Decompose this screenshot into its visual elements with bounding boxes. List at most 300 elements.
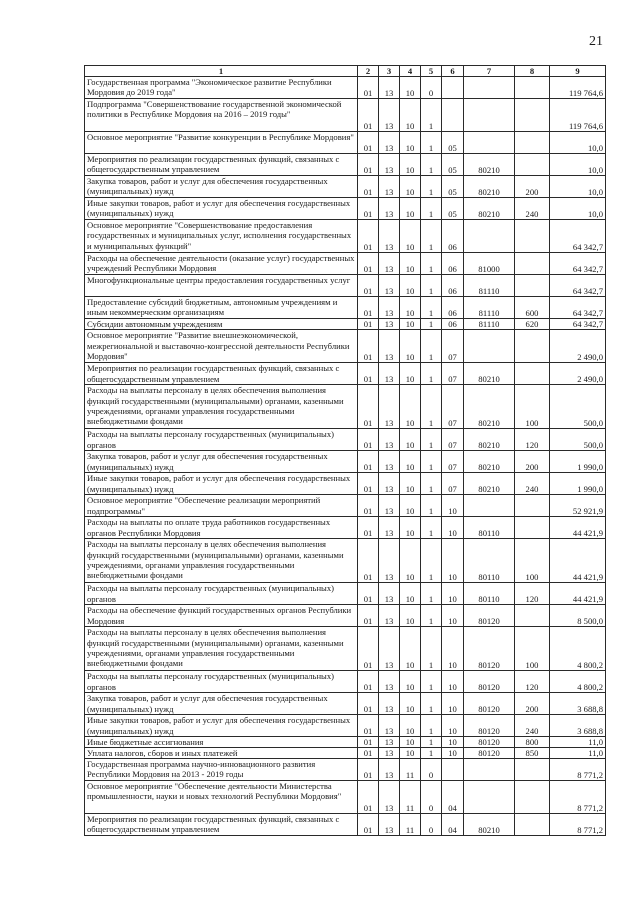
event-code-cell: 07 <box>442 330 464 363</box>
section-code-cell: 01 <box>358 198 379 220</box>
row-name-cell: Основное мероприятие "Обеспечение реализации мероприятий подпрограммы" <box>85 495 358 517</box>
row-name-cell: Расходы на выплаты персоналу государственных (муниципальных) органов <box>85 429 358 451</box>
expense-direction-cell: 80110 <box>464 517 515 539</box>
table-row <box>85 363 606 385</box>
subprogram-code-cell: 1 <box>421 748 442 759</box>
section-code-cell: 01 <box>358 132 379 154</box>
section-code-cell: 01 <box>358 429 379 451</box>
row-name-cell: Многофункциональные центры предоставления государственных услуг <box>85 275 358 297</box>
column-header: 6 <box>442 66 464 77</box>
expense-direction-cell: 81000 <box>464 253 515 275</box>
program-code-cell: 10 <box>400 495 421 517</box>
expense-direction-cell <box>464 132 515 154</box>
table-row <box>85 517 606 539</box>
subsection-code-cell: 13 <box>379 495 400 517</box>
event-code-cell: 07 <box>442 363 464 385</box>
amount-cell: 44 421,9 <box>550 539 606 583</box>
subsection-code-cell: 13 <box>379 253 400 275</box>
amount-cell: 44 421,9 <box>550 583 606 605</box>
expense-type-cell: 120 <box>515 583 550 605</box>
subsection-code-cell: 13 <box>379 539 400 583</box>
row-name-cell: Основное мероприятие "Развитие конкуренции в Республике Мордовия" <box>85 132 358 154</box>
expense-direction-cell <box>464 77 515 99</box>
expense-type-cell: 600 <box>515 297 550 319</box>
amount-cell: 8 771,2 <box>550 759 606 781</box>
amount-cell: 500,0 <box>550 385 606 429</box>
amount-cell: 119 764,6 <box>550 77 606 99</box>
subsection-code-cell: 13 <box>379 605 400 627</box>
expense-direction-cell <box>464 220 515 253</box>
program-code-cell: 10 <box>400 220 421 253</box>
table-row <box>85 473 606 495</box>
program-code-cell: 10 <box>400 132 421 154</box>
event-code-cell: 04 <box>442 814 464 836</box>
expense-type-cell: 100 <box>515 539 550 583</box>
row-name-cell: Закупка товаров, работ и услуг для обеспечения государственных (муниципальных) нужд <box>85 176 358 198</box>
program-code-cell: 10 <box>400 736 421 747</box>
amount-cell: 10,0 <box>550 198 606 220</box>
section-code-cell: 01 <box>358 77 379 99</box>
expense-direction-cell: 80210 <box>464 429 515 451</box>
program-code-cell: 11 <box>400 781 421 814</box>
program-code-cell: 10 <box>400 319 421 330</box>
expense-direction-cell <box>464 781 515 814</box>
expense-type-cell <box>515 363 550 385</box>
expense-direction-cell: 81110 <box>464 275 515 297</box>
expense-type-cell: 100 <box>515 627 550 671</box>
subprogram-code-cell: 1 <box>421 363 442 385</box>
program-code-cell: 10 <box>400 627 421 671</box>
subsection-code-cell: 13 <box>379 814 400 836</box>
section-code-cell: 01 <box>358 220 379 253</box>
row-name-cell: Расходы на обеспечение функций государственных органов Республики Мордовия <box>85 605 358 627</box>
table-row <box>85 715 606 736</box>
amount-cell: 64 342,7 <box>550 275 606 297</box>
subprogram-code-cell: 0 <box>421 759 442 781</box>
amount-cell: 11,0 <box>550 736 606 747</box>
expense-type-cell: 100 <box>515 385 550 429</box>
row-name-cell: Государственная программа научно-инновационного развития Республики Мордовия на 2013 - 2019 годы <box>85 759 358 781</box>
expense-type-cell <box>515 275 550 297</box>
event-code-cell: 10 <box>442 517 464 539</box>
subprogram-code-cell: 1 <box>421 99 442 132</box>
subprogram-code-cell: 1 <box>421 583 442 605</box>
row-name-cell: Государственная программа "Экономическое развитие Республики Мордовия до 2019 года" <box>85 77 358 99</box>
subsection-code-cell: 13 <box>379 132 400 154</box>
expense-direction-cell: 80210 <box>464 176 515 198</box>
program-code-cell: 10 <box>400 77 421 99</box>
program-code-cell: 10 <box>400 517 421 539</box>
expense-direction-cell: 81110 <box>464 319 515 330</box>
event-code-cell: 07 <box>442 473 464 495</box>
expense-direction-cell <box>464 495 515 517</box>
expense-direction-cell: 80120 <box>464 748 515 759</box>
subprogram-code-cell: 1 <box>421 198 442 220</box>
row-name-cell: Основное мероприятие "Обеспечение деятельности Министерства промышленности, науки и новых технологий Республики Мордовия" <box>85 781 358 814</box>
table-row <box>85 451 606 473</box>
expense-type-cell <box>515 495 550 517</box>
subprogram-code-cell: 1 <box>421 671 442 693</box>
table-row <box>85 627 606 671</box>
amount-cell: 52 921,9 <box>550 495 606 517</box>
event-code-cell: 07 <box>442 429 464 451</box>
event-code-cell: 10 <box>442 583 464 605</box>
subsection-code-cell: 13 <box>379 220 400 253</box>
program-code-cell: 11 <box>400 759 421 781</box>
row-name-cell: Расходы на выплаты персоналу в целях обеспечения выполнения функций государственными (муниципальными) органами, казенными учреждениями, органами управления государственными внебюджетными фондами <box>85 539 358 583</box>
subsection-code-cell: 13 <box>379 715 400 736</box>
row-name-cell: Расходы на выплаты персоналу в целях обеспечения выполнения функций государственными (муниципальными) органами, казенными учреждениями, органами управления государственными внебюджетными фондами <box>85 385 358 429</box>
subsection-code-cell: 13 <box>379 297 400 319</box>
column-header: 8 <box>515 66 550 77</box>
section-code-cell: 01 <box>358 330 379 363</box>
expense-type-cell <box>515 253 550 275</box>
expense-direction-cell: 80210 <box>464 814 515 836</box>
expense-direction-cell: 80110 <box>464 583 515 605</box>
amount-cell: 64 342,7 <box>550 297 606 319</box>
expense-type-cell: 240 <box>515 715 550 736</box>
program-code-cell: 10 <box>400 671 421 693</box>
row-name-cell: Иные закупки товаров, работ и услуг для обеспечения государственных (муниципальных) нужд <box>85 198 358 220</box>
program-code-cell: 10 <box>400 198 421 220</box>
row-name-cell: Закупка товаров, работ и услуг для обеспечения государственных (муниципальных) нужд <box>85 451 358 473</box>
event-code-cell: 10 <box>442 736 464 747</box>
program-code-cell: 10 <box>400 583 421 605</box>
event-code-cell: 06 <box>442 319 464 330</box>
expense-type-cell <box>515 132 550 154</box>
table-row <box>85 132 606 154</box>
amount-cell: 3 688,8 <box>550 693 606 715</box>
section-code-cell: 01 <box>358 693 379 715</box>
row-name-cell: Предоставление субсидий бюджетным, автономным учреждениям и иным некоммерческим организациям <box>85 297 358 319</box>
subsection-code-cell: 13 <box>379 451 400 473</box>
table-row <box>85 99 606 132</box>
table-row <box>85 220 606 253</box>
program-code-cell: 10 <box>400 715 421 736</box>
section-code-cell: 01 <box>358 99 379 132</box>
amount-cell: 64 342,7 <box>550 220 606 253</box>
amount-cell: 2 490,0 <box>550 330 606 363</box>
subprogram-code-cell: 1 <box>421 176 442 198</box>
expense-direction-cell <box>464 330 515 363</box>
expense-type-cell <box>515 605 550 627</box>
expense-type-cell: 850 <box>515 748 550 759</box>
event-code-cell: 05 <box>442 176 464 198</box>
section-code-cell: 01 <box>358 319 379 330</box>
program-code-cell: 10 <box>400 275 421 297</box>
expense-direction-cell: 80210 <box>464 198 515 220</box>
event-code-cell: 05 <box>442 198 464 220</box>
event-code-cell: 06 <box>442 253 464 275</box>
expense-direction-cell <box>464 99 515 132</box>
section-code-cell: 01 <box>358 671 379 693</box>
expense-direction-cell: 80110 <box>464 539 515 583</box>
amount-cell: 10,0 <box>550 176 606 198</box>
budget-table <box>84 65 606 836</box>
program-code-cell: 10 <box>400 385 421 429</box>
expense-type-cell <box>515 781 550 814</box>
program-code-cell: 10 <box>400 99 421 132</box>
table-row <box>85 77 606 99</box>
row-name-cell: Закупка товаров, работ и услуг для обеспечения государственных (муниципальных) нужд <box>85 693 358 715</box>
subprogram-code-cell: 1 <box>421 736 442 747</box>
subsection-code-cell: 13 <box>379 330 400 363</box>
subsection-code-cell: 13 <box>379 77 400 99</box>
section-code-cell: 01 <box>358 297 379 319</box>
expense-type-cell: 620 <box>515 319 550 330</box>
expense-direction-cell <box>464 759 515 781</box>
table-row <box>85 736 606 747</box>
table-row <box>85 495 606 517</box>
event-code-cell: 06 <box>442 275 464 297</box>
subsection-code-cell: 13 <box>379 736 400 747</box>
column-header: 7 <box>464 66 515 77</box>
expense-direction-cell: 80210 <box>464 154 515 176</box>
column-header: 1 <box>85 66 358 77</box>
section-code-cell: 01 <box>358 385 379 429</box>
subprogram-code-cell: 1 <box>421 275 442 297</box>
event-code-cell: 06 <box>442 297 464 319</box>
subprogram-code-cell: 1 <box>421 429 442 451</box>
program-code-cell: 10 <box>400 539 421 583</box>
subprogram-code-cell: 1 <box>421 253 442 275</box>
event-code-cell <box>442 99 464 132</box>
subsection-code-cell: 13 <box>379 583 400 605</box>
expense-type-cell: 800 <box>515 736 550 747</box>
event-code-cell: 10 <box>442 671 464 693</box>
program-code-cell: 10 <box>400 451 421 473</box>
table-row <box>85 429 606 451</box>
subprogram-code-cell: 1 <box>421 627 442 671</box>
program-code-cell: 10 <box>400 748 421 759</box>
table-row <box>85 759 606 781</box>
page-number: 21 <box>589 34 603 49</box>
table-row <box>85 275 606 297</box>
subprogram-code-cell: 1 <box>421 473 442 495</box>
row-name-cell: Мероприятия по реализации государственных функций, связанных с общегосударственным управлением <box>85 363 358 385</box>
table-row <box>85 693 606 715</box>
expense-type-cell <box>515 759 550 781</box>
section-code-cell: 01 <box>358 176 379 198</box>
subsection-code-cell: 13 <box>379 385 400 429</box>
event-code-cell: 10 <box>442 627 464 671</box>
table-row <box>85 154 606 176</box>
subsection-code-cell: 13 <box>379 429 400 451</box>
row-name-cell: Иные бюджетные ассигнования <box>85 736 358 747</box>
amount-cell: 11,0 <box>550 748 606 759</box>
subsection-code-cell: 13 <box>379 693 400 715</box>
subsection-code-cell: 13 <box>379 517 400 539</box>
subprogram-code-cell: 1 <box>421 495 442 517</box>
row-name-cell: Основное мероприятие "Совершенствование предоставления государственных и муниципальных услуг, исполнения государственных и муниципальных функций" <box>85 220 358 253</box>
subprogram-code-cell: 0 <box>421 77 442 99</box>
subsection-code-cell: 13 <box>379 671 400 693</box>
amount-cell: 64 342,7 <box>550 253 606 275</box>
event-code-cell: 05 <box>442 132 464 154</box>
section-code-cell: 01 <box>358 814 379 836</box>
section-code-cell: 01 <box>358 748 379 759</box>
column-header: 4 <box>400 66 421 77</box>
subsection-code-cell: 13 <box>379 627 400 671</box>
subprogram-code-cell: 1 <box>421 132 442 154</box>
section-code-cell: 01 <box>358 736 379 747</box>
subsection-code-cell: 13 <box>379 473 400 495</box>
program-code-cell: 10 <box>400 363 421 385</box>
expense-type-cell <box>515 77 550 99</box>
amount-cell: 119 764,6 <box>550 99 606 132</box>
expense-type-cell: 200 <box>515 176 550 198</box>
expense-direction-cell: 80120 <box>464 736 515 747</box>
subprogram-code-cell: 0 <box>421 781 442 814</box>
section-code-cell: 01 <box>358 275 379 297</box>
expense-direction-cell: 80210 <box>464 451 515 473</box>
subprogram-code-cell: 1 <box>421 319 442 330</box>
section-code-cell: 01 <box>358 539 379 583</box>
section-code-cell: 01 <box>358 781 379 814</box>
expense-direction-cell: 81110 <box>464 297 515 319</box>
program-code-cell: 10 <box>400 429 421 451</box>
subsection-code-cell: 13 <box>379 748 400 759</box>
event-code-cell: 10 <box>442 715 464 736</box>
event-code-cell: 05 <box>442 154 464 176</box>
amount-cell: 1 990,0 <box>550 451 606 473</box>
subprogram-code-cell: 1 <box>421 154 442 176</box>
expense-direction-cell: 80120 <box>464 605 515 627</box>
subsection-code-cell: 13 <box>379 363 400 385</box>
section-code-cell: 01 <box>358 715 379 736</box>
amount-cell: 2 490,0 <box>550 363 606 385</box>
program-code-cell: 10 <box>400 473 421 495</box>
row-name-cell: Мероприятия по реализации государственных функций, связанных с общегосударственным управлением <box>85 154 358 176</box>
expense-direction-cell: 80210 <box>464 363 515 385</box>
row-name-cell: Иные закупки товаров, работ и услуг для обеспечения государственных (муниципальных) нужд <box>85 473 358 495</box>
row-name-cell: Расходы на выплаты по оплате труда работников государственных органов Республики Мордовия <box>85 517 358 539</box>
subsection-code-cell: 13 <box>379 176 400 198</box>
expense-type-cell: 240 <box>515 473 550 495</box>
amount-cell: 500,0 <box>550 429 606 451</box>
event-code-cell: 10 <box>442 693 464 715</box>
event-code-cell: 07 <box>442 451 464 473</box>
subsection-code-cell: 13 <box>379 781 400 814</box>
column-header: 9 <box>550 66 606 77</box>
table-row <box>85 176 606 198</box>
amount-cell: 4 800,2 <box>550 627 606 671</box>
section-code-cell: 01 <box>358 627 379 671</box>
amount-cell: 1 990,0 <box>550 473 606 495</box>
amount-cell: 10,0 <box>550 154 606 176</box>
row-name-cell: Мероприятия по реализации государственных функций, связанных с общегосударственным управлением <box>85 814 358 836</box>
section-code-cell: 01 <box>358 154 379 176</box>
subprogram-code-cell: 1 <box>421 715 442 736</box>
subsection-code-cell: 13 <box>379 759 400 781</box>
expense-type-cell <box>515 220 550 253</box>
expense-type-cell: 240 <box>515 198 550 220</box>
amount-cell: 8 500,0 <box>550 605 606 627</box>
table-row <box>85 253 606 275</box>
subprogram-code-cell: 1 <box>421 330 442 363</box>
amount-cell: 4 800,2 <box>550 671 606 693</box>
section-code-cell: 01 <box>358 583 379 605</box>
table-row <box>85 781 606 814</box>
table-row <box>85 671 606 693</box>
event-code-cell: 10 <box>442 539 464 583</box>
section-code-cell: 01 <box>358 451 379 473</box>
expense-type-cell: 200 <box>515 693 550 715</box>
row-name-cell: Расходы на обеспечение деятельности (оказание услуг) государственных учреждений Республики Мордовия <box>85 253 358 275</box>
amount-cell: 3 688,8 <box>550 715 606 736</box>
column-header: 3 <box>379 66 400 77</box>
row-name-cell: Расходы на выплаты персоналу государственных (муниципальных) органов <box>85 671 358 693</box>
subsection-code-cell: 13 <box>379 154 400 176</box>
event-code-cell: 07 <box>442 385 464 429</box>
table-row <box>85 539 606 583</box>
event-code-cell: 10 <box>442 605 464 627</box>
table-row <box>85 330 606 363</box>
subprogram-code-cell: 1 <box>421 297 442 319</box>
subprogram-code-cell: 1 <box>421 693 442 715</box>
section-code-cell: 01 <box>358 605 379 627</box>
expense-direction-cell: 80120 <box>464 715 515 736</box>
header-row <box>85 66 606 77</box>
program-code-cell: 10 <box>400 154 421 176</box>
subsection-code-cell: 13 <box>379 319 400 330</box>
event-code-cell <box>442 77 464 99</box>
section-code-cell: 01 <box>358 495 379 517</box>
section-code-cell: 01 <box>358 759 379 781</box>
table-row <box>85 385 606 429</box>
section-code-cell: 01 <box>358 253 379 275</box>
expense-direction-cell: 80120 <box>464 627 515 671</box>
row-name-cell: Расходы на выплаты персоналу государственных (муниципальных) органов <box>85 583 358 605</box>
expense-direction-cell: 80210 <box>464 473 515 495</box>
expense-direction-cell: 80120 <box>464 693 515 715</box>
subprogram-code-cell: 1 <box>421 539 442 583</box>
row-name-cell: Подпрограмма "Совершенствование государственной экономической политики в Республике Мордовия на 2016 – 2019 годы" <box>85 99 358 132</box>
program-code-cell: 10 <box>400 693 421 715</box>
expense-type-cell: 120 <box>515 671 550 693</box>
program-code-cell: 10 <box>400 176 421 198</box>
table-row <box>85 583 606 605</box>
program-code-cell: 10 <box>400 605 421 627</box>
event-code-cell: 04 <box>442 781 464 814</box>
subprogram-code-cell: 1 <box>421 220 442 253</box>
row-name-cell: Субсидии автономным учреждениям <box>85 319 358 330</box>
amount-cell: 10,0 <box>550 132 606 154</box>
table-row <box>85 748 606 759</box>
event-code-cell: 06 <box>442 220 464 253</box>
amount-cell: 64 342,7 <box>550 319 606 330</box>
subprogram-code-cell: 0 <box>421 814 442 836</box>
expense-type-cell <box>515 154 550 176</box>
expense-type-cell <box>515 330 550 363</box>
section-code-cell: 01 <box>358 363 379 385</box>
event-code-cell <box>442 759 464 781</box>
subprogram-code-cell: 1 <box>421 517 442 539</box>
expense-type-cell: 120 <box>515 429 550 451</box>
event-code-cell: 10 <box>442 748 464 759</box>
row-name-cell: Основное мероприятие "Развитие внешнеэкономической, межрегиональной и выставочно-конгрессной деятельности Республики Мордовия" <box>85 330 358 363</box>
table-row <box>85 297 606 319</box>
subsection-code-cell: 13 <box>379 275 400 297</box>
table-body <box>85 66 606 836</box>
row-name-cell: Иные закупки товаров, работ и услуг для обеспечения государственных (муниципальных) нужд <box>85 715 358 736</box>
subprogram-code-cell: 1 <box>421 451 442 473</box>
table-row <box>85 319 606 330</box>
expense-direction-cell: 80120 <box>464 671 515 693</box>
program-code-cell: 10 <box>400 297 421 319</box>
subprogram-code-cell: 1 <box>421 385 442 429</box>
program-code-cell: 10 <box>400 253 421 275</box>
